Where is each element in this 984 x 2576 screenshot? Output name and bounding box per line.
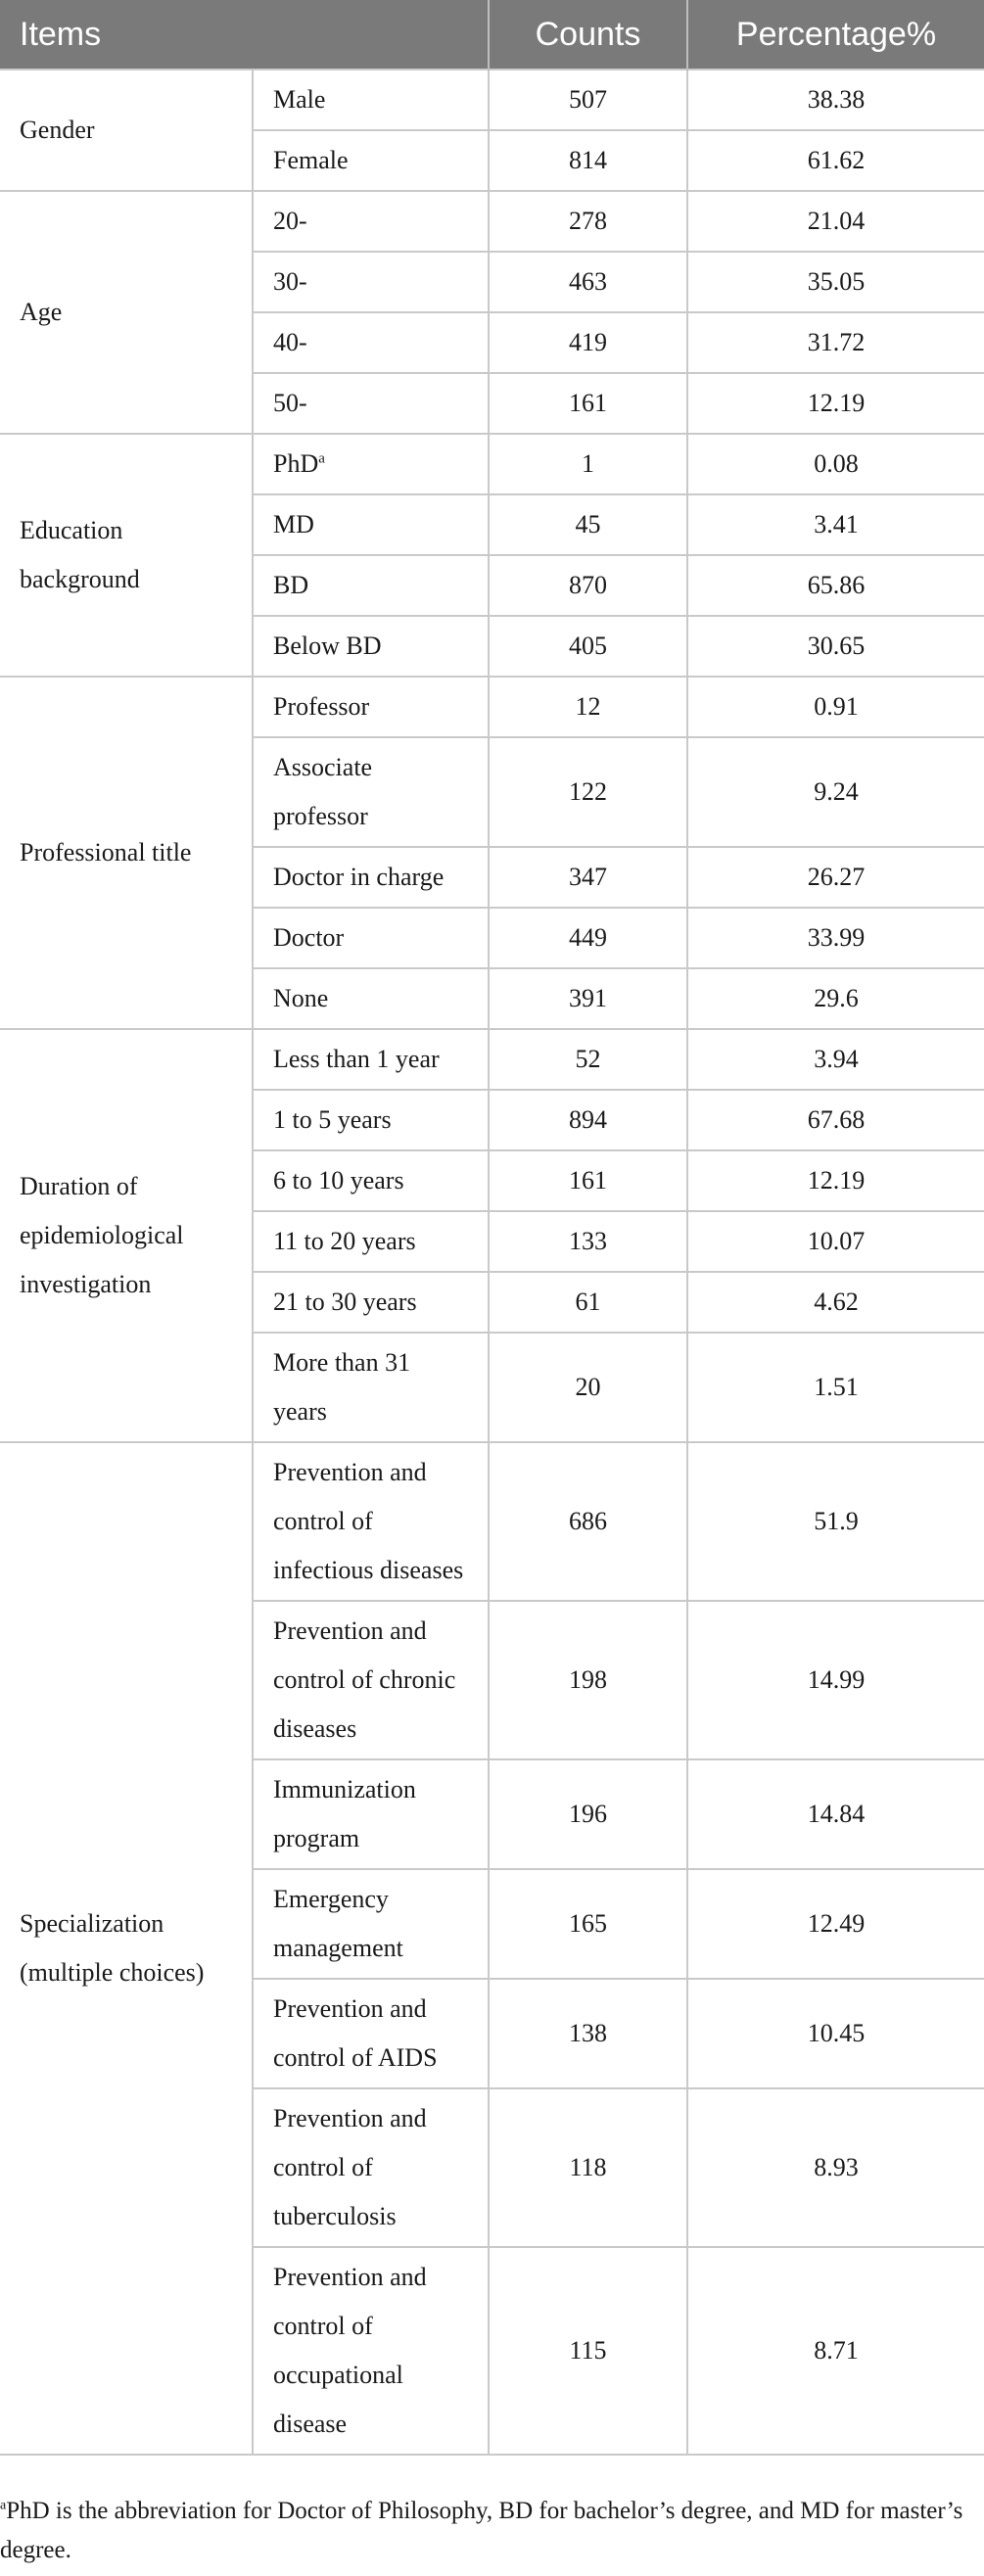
item-cell	[253, 1442, 489, 1601]
item-cell	[253, 1150, 489, 1211]
count-cell: 814	[489, 130, 687, 191]
count-cell: 1	[489, 434, 687, 494]
count-cell: 419	[489, 312, 687, 373]
group-label: Professional title	[0, 677, 253, 1029]
percentage-cell: 9.24	[687, 737, 984, 847]
count-cell: 165	[489, 1869, 687, 1979]
percentage-cell: 3.41	[687, 494, 984, 555]
group-label: Age	[0, 191, 253, 434]
item-cell	[253, 677, 489, 737]
percentage-cell: 35.05	[687, 252, 984, 312]
percentage-cell: 3.94	[687, 1029, 984, 1090]
item-label: PhD	[273, 449, 319, 478]
table-footnote	[0, 2492, 984, 2570]
percentage-cell: 12.19	[687, 1150, 984, 1211]
percentage-cell: 29.6	[687, 968, 984, 1029]
percentage-cell: 65.86	[687, 555, 984, 616]
header-percentage: Percentage%	[687, 0, 984, 70]
table-row	[0, 434, 984, 494]
item-cell	[253, 2088, 489, 2247]
percentage-cell: 12.49	[687, 1869, 984, 1979]
table-row	[0, 677, 984, 737]
percentage-cell: 38.38	[687, 70, 984, 130]
item-label: 50-	[273, 389, 307, 417]
item-label: Less than 1 year	[273, 1045, 440, 1073]
percentage-cell: 8.71	[687, 2247, 984, 2455]
item-label: Doctor in charge	[273, 863, 445, 891]
percentage-cell: 61.62	[687, 130, 984, 191]
percentage-cell: 26.27	[687, 847, 984, 908]
header-counts: Counts	[489, 0, 687, 70]
group-label: Specialization (multiple choices)	[0, 1442, 253, 2455]
count-cell: 463	[489, 252, 687, 312]
item-label: Below BD	[273, 632, 382, 660]
item-cell	[253, 252, 489, 312]
item-cell	[253, 1272, 489, 1333]
item-label: 40-	[273, 328, 307, 356]
percentage-cell: 12.19	[687, 373, 984, 434]
item-cell	[253, 908, 489, 968]
percentage-cell: 1.51	[687, 1333, 984, 1442]
item-cell	[253, 1979, 489, 2088]
count-cell: 118	[489, 2088, 687, 2247]
item-cell	[253, 494, 489, 555]
percentage-cell: 30.65	[687, 616, 984, 677]
item-cell	[253, 2247, 489, 2455]
percentage-cell: 0.91	[687, 677, 984, 737]
count-cell: 405	[489, 616, 687, 677]
percentage-cell: 51.9	[687, 1442, 984, 1601]
item-label: Prevention and control of tuberculosis	[273, 2104, 427, 2230]
group-label: Duration of epidemiological investigation	[0, 1029, 253, 1442]
table-row	[0, 1029, 984, 1090]
item-label: Prevention and control of chronic diseases	[273, 1616, 456, 1743]
count-cell: 347	[489, 847, 687, 908]
count-cell: 45	[489, 494, 687, 555]
count-cell: 115	[489, 2247, 687, 2455]
item-label: Prevention and control of infectious diseases	[273, 1458, 464, 1584]
group-label: Education background	[0, 434, 253, 677]
item-label: 20-	[273, 207, 307, 235]
item-cell	[253, 1333, 489, 1442]
item-cell	[253, 191, 489, 252]
item-label: None	[273, 984, 329, 1012]
item-label: 11 to 20 years	[273, 1227, 416, 1255]
item-cell	[253, 312, 489, 373]
count-cell: 12	[489, 677, 687, 737]
count-cell: 686	[489, 1442, 687, 1601]
count-cell: 20	[489, 1333, 687, 1442]
item-cell	[253, 847, 489, 908]
item-cell	[253, 373, 489, 434]
item-cell	[253, 1601, 489, 1759]
footnote-ref: a	[318, 450, 325, 467]
item-cell	[253, 555, 489, 616]
item-cell	[253, 1090, 489, 1150]
table-row	[0, 70, 984, 130]
percentage-cell: 10.07	[687, 1211, 984, 1272]
item-cell	[253, 616, 489, 677]
percentage-cell: 21.04	[687, 191, 984, 252]
footnote-text: PhD is the abbreviation for Doctor of Philosophy, BD for bachelor’s degree, and MD for master’s degree.	[0, 2498, 963, 2563]
item-label: 21 to 30 years	[273, 1288, 417, 1316]
item-label: Female	[273, 146, 349, 174]
percentage-cell: 4.62	[687, 1272, 984, 1333]
count-cell: 278	[489, 191, 687, 252]
item-cell	[253, 70, 489, 130]
table-row	[0, 1442, 984, 1601]
percentage-cell: 10.45	[687, 1979, 984, 2088]
table-row	[0, 191, 984, 252]
item-label: Prevention and control of occupational disease	[273, 2263, 427, 2438]
count-cell: 61	[489, 1272, 687, 1333]
item-cell	[253, 130, 489, 191]
count-cell: 391	[489, 968, 687, 1029]
table-body	[0, 70, 984, 2455]
table-header-row	[0, 0, 984, 70]
percentage-cell: 33.99	[687, 908, 984, 968]
item-label: Prevention and control of AIDS	[273, 1994, 438, 2072]
count-cell: 870	[489, 555, 687, 616]
count-cell: 52	[489, 1029, 687, 1090]
percentage-cell: 31.72	[687, 312, 984, 373]
item-label: Professor	[273, 692, 370, 721]
header-items: Items	[0, 0, 489, 70]
item-cell	[253, 1211, 489, 1272]
item-label: Associate professor	[273, 753, 373, 830]
item-label: Immunization program	[273, 1775, 416, 1852]
item-cell	[253, 1029, 489, 1090]
item-label: 1 to 5 years	[273, 1105, 392, 1134]
count-cell: 198	[489, 1601, 687, 1759]
item-cell	[253, 1759, 489, 1869]
item-label: Male	[273, 85, 326, 114]
item-label: 6 to 10 years	[273, 1166, 404, 1194]
item-label: Doctor	[273, 923, 345, 952]
count-cell: 894	[489, 1090, 687, 1150]
count-cell: 161	[489, 1150, 687, 1211]
percentage-cell: 14.84	[687, 1759, 984, 1869]
count-cell: 138	[489, 1979, 687, 2088]
item-label: Emergency management	[273, 1885, 403, 1962]
count-cell: 196	[489, 1759, 687, 1869]
item-label: 30-	[273, 267, 307, 296]
percentage-cell: 14.99	[687, 1601, 984, 1759]
count-cell: 161	[489, 373, 687, 434]
percentage-cell: 67.68	[687, 1090, 984, 1150]
item-label: BD	[273, 571, 309, 599]
group-label: Gender	[0, 70, 253, 191]
item-cell	[253, 737, 489, 847]
percentage-cell: 8.93	[687, 2088, 984, 2247]
count-cell: 449	[489, 908, 687, 968]
item-label: MD	[273, 510, 314, 539]
item-label: More than 31 years	[273, 1348, 411, 1426]
item-cell	[253, 1869, 489, 1979]
item-cell	[253, 968, 489, 1029]
count-cell: 133	[489, 1211, 687, 1272]
count-cell: 507	[489, 70, 687, 130]
item-cell	[253, 434, 489, 494]
percentage-cell: 0.08	[687, 434, 984, 494]
count-cell: 122	[489, 737, 687, 847]
footnote-marker: a	[0, 2498, 7, 2513]
